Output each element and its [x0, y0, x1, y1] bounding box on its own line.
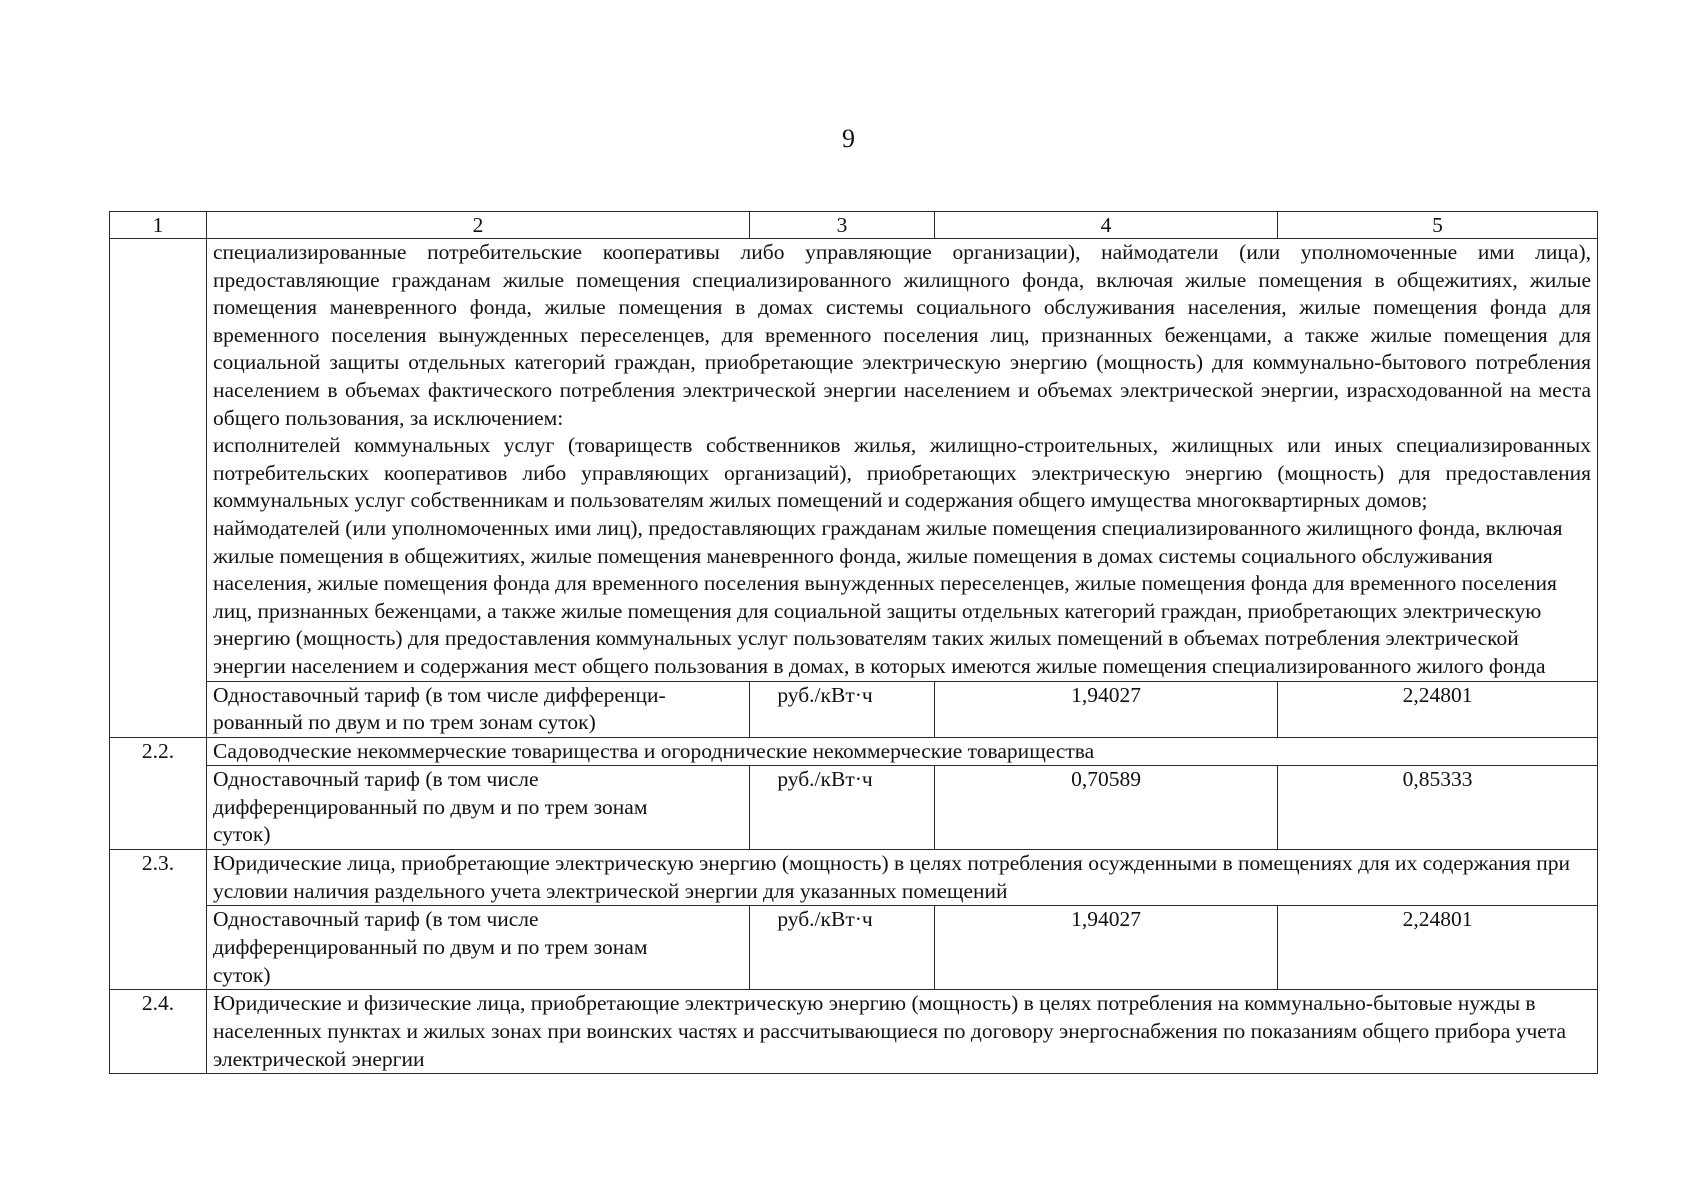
row-number-2-2: 2.2. — [110, 737, 207, 850]
continuation-paragraph-3: наймодателей (или уполномоченных ими лиц), предоставляющих гражданам жилые помещения специализированного жилищного фонда, включая жилые помещения в общежитиях, жилые помещения маневренного фонда, жилые помещения в домах системы социального обслуживания населения, жилые помещения фонда для временного поселения вынужденных переселенцев, жилые помещения фонда для временного поселения лиц, признанных беженцами, а также жилые помещения для социальной защиты отдельных категорий граждан, приобретающих электрическую энергию (мощность) для предоставления коммунальных услуг пользователям таких жилых помещений в объемах потребления электрической энергии населением и содержания мест общего пользования в домах, в которых имеются жилые помещения специализированного жилого фонда — [213, 515, 1563, 678]
tariff-value-col5: 2,24801 — [1278, 906, 1598, 990]
tariff-value-col4: 1,94027 — [935, 681, 1278, 737]
category-text-2-4: Юридические и физические лица, приобретающие электрическую энергию (мощность) в целях потребления на коммунально-бытовые нужды в населенных пунктах и жилых зонах при воинских частях и рассчитывающиеся по договору энергоснабжения по показаниям общего прибора учета электрической энергии — [207, 990, 1598, 1074]
column-header-1: 1 — [110, 212, 207, 239]
tariff-value-col5: 2,24801 — [1278, 681, 1598, 737]
category-row-2-3 — [110, 850, 1598, 906]
tariff-unit: руб./кВт·ч — [750, 766, 935, 850]
category-row-2-2 — [110, 737, 1598, 766]
continuation-paragraph-2: исполнителей коммунальных услуг (товариществ собственников жилья, жилищно-строительных, жилищных или иных специализированных потребительских кооперативов либо управляющих организаций), приобретающих электрическую энергию (мощность) для предоставления коммунальных услуг собственникам и пользователям жилых помещений и содержания общего имущества многоквартирных домов; — [213, 433, 1591, 513]
tariff-description — [207, 766, 750, 850]
page-number: 9 — [842, 124, 855, 153]
column-header-2: 2 — [207, 212, 750, 239]
category-text-2-3: Юридические лица, приобретающие электрическую энергию (мощность) в целях потребления осужденными в помещениях для их содержания при условии наличия раздельного учета электрической энергии для указанных помещений — [207, 850, 1598, 906]
category-row-2-4 — [110, 990, 1598, 1074]
tariff-unit: руб./кВт·ч — [750, 681, 935, 737]
tariff-value-col4: 0,70589 — [935, 766, 1278, 850]
continuation-paragraph-1: специализированные потребительские кооперативы либо управляющие организации), наймодатели (или уполномоченные ими лица), предоставляющие гражданам жилые помещения специализированного жилищного фонда, включая жилые помещения в общежитиях, жилые помещения маневренного фонда, жилые помещения в домах системы социального обслуживания населения, жилые помещения фонда для временного поселения вынужденных переселенцев, для временного поселения лиц, признанных беженцами, а также жилые помещения для социальной защиты отдельных категорий граждан, приобретающие электрическую энергию (мощность) для коммунально-бытового потребления населением в объемах фактического потребления электрической энергии населением и объемах электрической энергии, израсходованной на места общего пользования, за исключением: — [213, 240, 1591, 430]
tariff-value-col5: 0,85333 — [1278, 766, 1598, 850]
tariff-row-2-2 — [110, 766, 1598, 850]
tariff-unit: руб./кВт·ч — [750, 906, 935, 990]
continuation-number-cell — [110, 239, 207, 738]
continuation-category-row — [110, 239, 1598, 682]
tariff-description-text: Одноставочный тариф (в том числе дифференцированный по двум и по трем зонам суток) — [213, 767, 648, 847]
tariff-value-col4: 1,94027 — [935, 906, 1278, 990]
tariff-table — [109, 211, 1598, 1074]
row-number-2-3: 2.3. — [110, 850, 207, 990]
column-number-row — [110, 212, 1598, 239]
continuation-category-cell — [207, 239, 1598, 682]
row-number-2-4: 2.4. — [110, 990, 207, 1074]
tariff-description: Одноставочный тариф (в том числе дифференци-рованный по двум и по трем зонам суток) — [207, 681, 750, 737]
category-text-2-2: Садоводческие некоммерческие товарищества и огороднические некоммерческие товарищества — [207, 737, 1598, 766]
column-header-5: 5 — [1278, 212, 1598, 239]
column-header-4: 4 — [935, 212, 1278, 239]
column-header-3: 3 — [750, 212, 935, 239]
continuation-tariff-row — [110, 681, 1598, 737]
tariff-row-2-3 — [110, 906, 1598, 990]
tariff-description — [207, 906, 750, 990]
tariff-description-text: Одноставочный тариф (в том числе дифференцированный по двум и по трем зонам суток) — [213, 907, 648, 987]
